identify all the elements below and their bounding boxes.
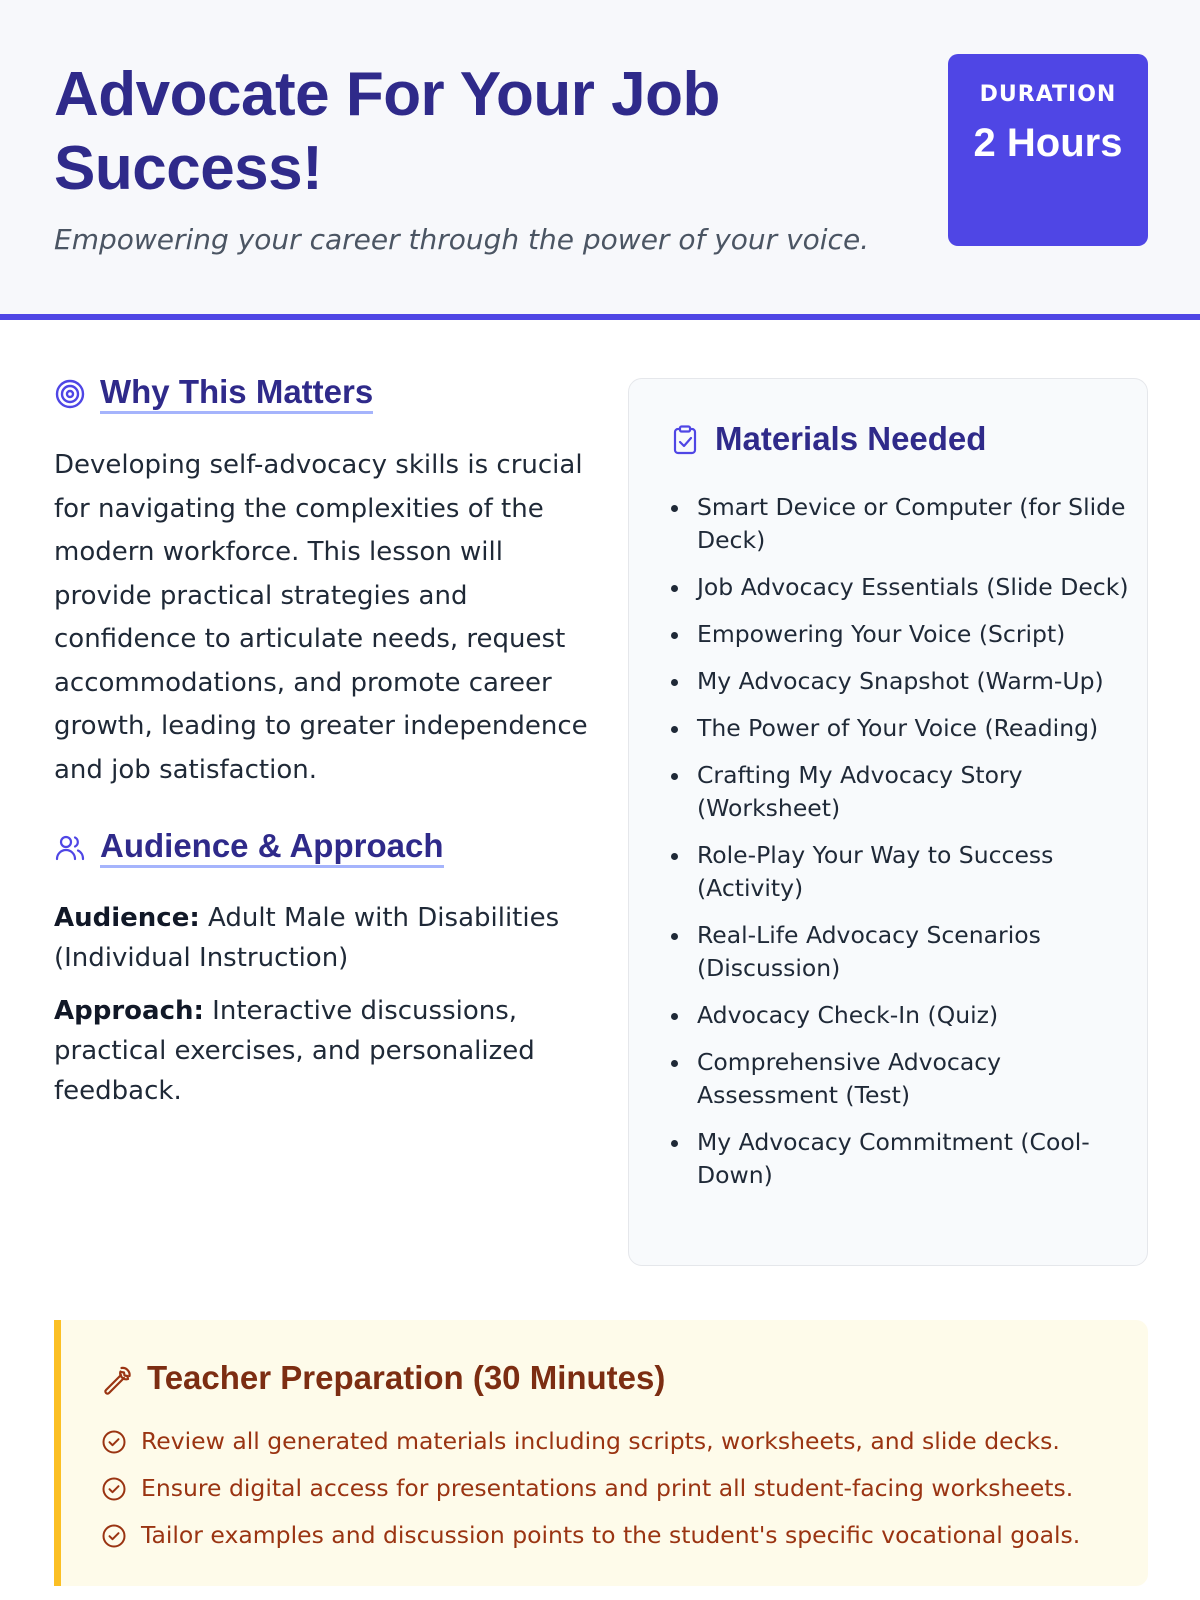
approach-value: Interactive discussions, practical exercises, and personalized feedback. [54, 996, 535, 1106]
list-item [101, 1418, 1080, 1465]
prep-list [101, 1418, 1080, 1559]
duration-badge [948, 54, 1148, 246]
materials-heading [669, 421, 986, 458]
list-item: Comprehensive Advocacy Assessment (Test) [669, 1046, 1129, 1112]
materials-card [628, 378, 1148, 1266]
page-title: Advocate For Your Job Success! [54, 60, 720, 203]
list-item: Crafting My Advocacy Story (Worksheet) [669, 759, 1129, 825]
list-item [101, 1512, 1080, 1559]
audience-value: Adult Male with Disabilities (Individual Instruction) [54, 903, 560, 973]
users-icon [54, 832, 86, 864]
audience-heading [54, 828, 444, 868]
list-item: My Advocacy Snapshot (Warm-Up) [669, 665, 1129, 698]
why-heading [54, 374, 373, 414]
check-circle-icon [101, 1476, 127, 1502]
list-item: Role-Play Your Way to Success (Activity) [669, 839, 1129, 905]
check-circle-icon [101, 1523, 127, 1549]
duration-value: 2 Hours [973, 121, 1123, 165]
list-item: Empowering Your Voice (Script) [669, 618, 1129, 651]
audience-heading-text: Audience & Approach [100, 828, 444, 868]
list-item [101, 1465, 1080, 1512]
prep-heading-text: Teacher Preparation (30 Minutes) [147, 1359, 666, 1396]
materials-list [669, 491, 1129, 1206]
page-subtitle: Empowering your career through the power of your voice. [54, 223, 870, 256]
why-heading-text: Why This Matters [100, 374, 373, 414]
list-item: Smart Device or Computer (for Slide Deck) [669, 491, 1129, 557]
target-icon [54, 378, 86, 410]
lesson-header [0, 0, 1200, 320]
why-body: Developing self-advocacy skills is crucial for navigating the complexities of the modern workforce. This lesson will provide practical strategies and confidence to articulate needs, request accommodations, and promote career growth, leading to greater independence and job satisfaction. [54, 450, 588, 785]
prep-item-text: Tailor examples and discussion points to the student's specific vocational goals. [141, 1521, 1081, 1549]
teacher-prep-card [54, 1320, 1148, 1586]
list-item: Advocacy Check-In (Quiz) [669, 999, 1129, 1032]
audience-paragraph [54, 898, 574, 978]
check-circle-icon [101, 1429, 127, 1455]
wrench-icon [101, 1363, 133, 1395]
duration-label: DURATION [979, 82, 1117, 107]
prep-item-text: Review all generated materials including scripts, worksheets, and slide decks. [141, 1427, 1060, 1455]
prep-heading [101, 1360, 665, 1397]
clipboard-check-icon [669, 424, 701, 456]
approach-label: Approach: [54, 996, 204, 1026]
materials-heading-text: Materials Needed [715, 420, 987, 457]
list-item: The Power of Your Voice (Reading) [669, 712, 1129, 745]
approach-paragraph [54, 991, 574, 1111]
list-item: My Advocacy Commitment (Cool-Down) [669, 1126, 1129, 1192]
audience-label: Audience: [54, 903, 200, 933]
list-item: Job Advocacy Essentials (Slide Deck) [669, 571, 1129, 604]
prep-item-text: Ensure digital access for presentations and print all student-facing worksheets. [141, 1474, 1074, 1502]
list-item: Real-Life Advocacy Scenarios (Discussion) [669, 919, 1129, 985]
